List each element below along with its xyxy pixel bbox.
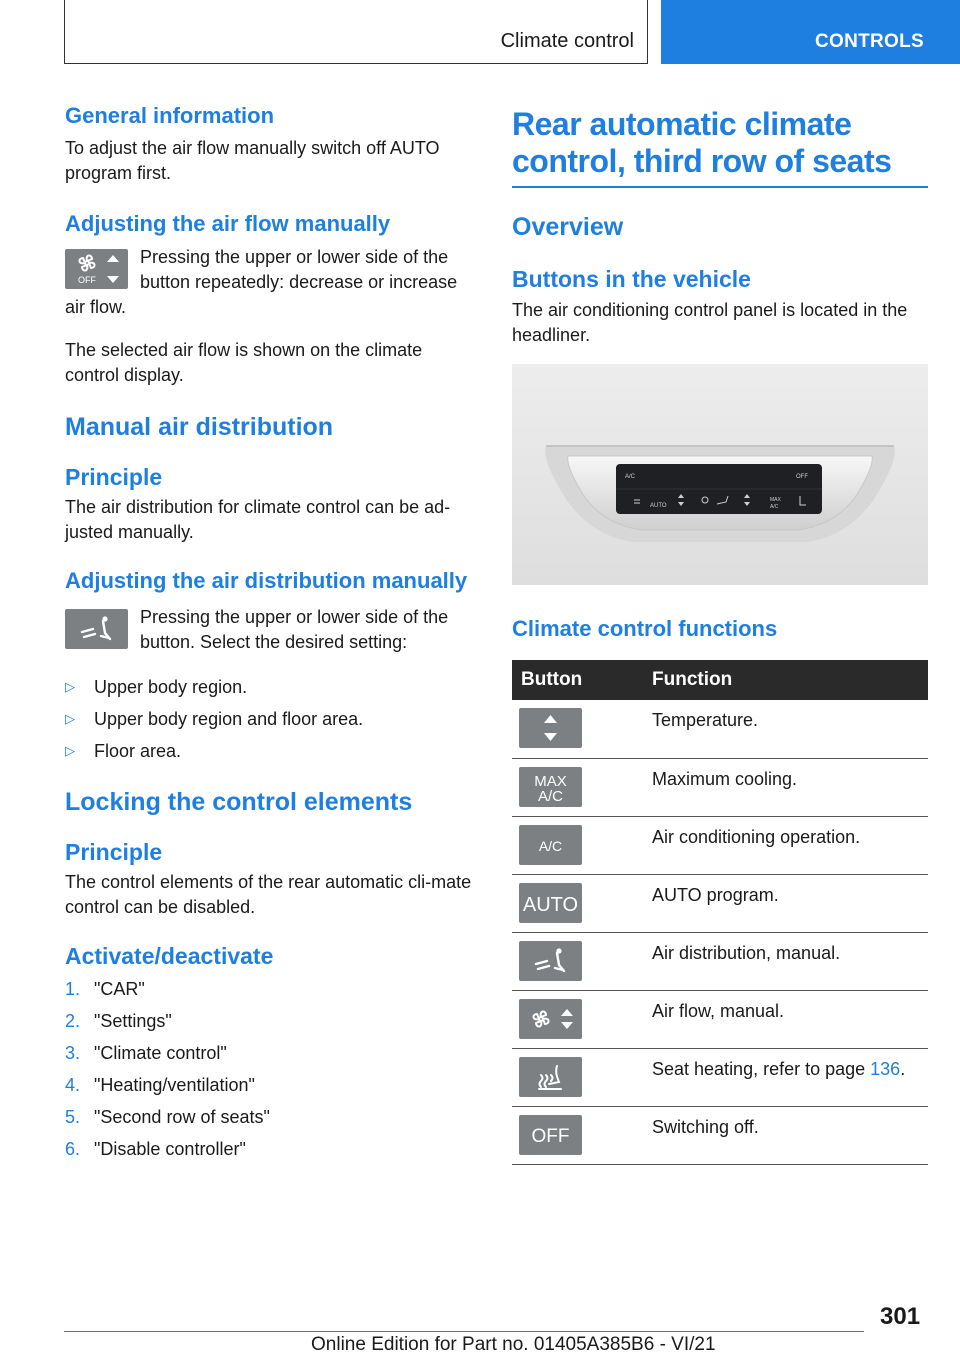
svg-text:OFF: OFF	[531, 1125, 570, 1147]
activate-steps-list	[65, 973, 477, 1165]
airflow-paragraph	[65, 245, 477, 320]
triangle-bullet-icon: ▷	[65, 711, 75, 726]
off-icon	[519, 1115, 582, 1155]
function-text: AUTO program.	[643, 874, 928, 932]
activate-heading: Activate/deactivate	[65, 943, 274, 969]
footer-rule	[64, 1331, 864, 1332]
function-text: Seat heating, refer to page 136.	[643, 1048, 928, 1106]
function-text: Maximum cooling.	[643, 758, 928, 816]
page-title: Rear automatic climate control, third row of seats	[512, 106, 892, 179]
column-header-function: Function	[643, 660, 928, 700]
list-item: 4. "Heating/ventilation"	[65, 1074, 255, 1095]
adjust-distribution-heading: Adjusting the air distribution manually	[65, 568, 468, 593]
seat-heating-icon	[519, 1057, 582, 1097]
auto-icon	[519, 883, 582, 923]
function-text: Temperature.	[643, 700, 928, 758]
buttons-text: The air conditioning control panel is located in the headliner.	[512, 299, 908, 345]
left-column	[65, 100, 477, 1165]
table-row	[512, 990, 928, 1048]
table-row	[512, 758, 928, 816]
page-link[interactable]: 136	[870, 1058, 901, 1079]
svg-text:OFF: OFF	[796, 473, 808, 480]
ac-icon	[519, 825, 582, 865]
svg-text:AUTO: AUTO	[650, 502, 667, 509]
functions-table	[512, 660, 928, 1165]
svg-text:A/C: A/C	[538, 837, 563, 854]
svg-text:A/C: A/C	[625, 473, 636, 480]
principle2-text: The control elements of the rear automatic cli‐mate control can be disabled.	[65, 872, 472, 917]
svg-text:AUTO: AUTO	[522, 893, 579, 916]
svg-text:OFF: OFF	[78, 275, 96, 285]
general-info-text: To adjust the air flow manually switch off AUTO program first.	[65, 137, 440, 183]
headliner-panel-photo	[512, 364, 928, 585]
table-row	[512, 874, 928, 932]
principle-text: The air distribution for climate control can be ad‐justed manually.	[65, 497, 451, 542]
table-row	[512, 816, 928, 874]
function-text: Air flow, manual.	[643, 990, 928, 1048]
header-section-box	[64, 0, 648, 64]
svg-text:A/C: A/C	[537, 787, 564, 805]
header-chapter-tab	[661, 0, 960, 64]
list-item: 1. "CAR"	[65, 978, 145, 999]
functions-heading: Climate control functions	[512, 615, 778, 641]
table-row	[512, 700, 928, 758]
page-number: 301	[880, 1303, 921, 1330]
right-column	[512, 100, 928, 1165]
table-row	[512, 1106, 928, 1164]
svg-text:A/C: A/C	[770, 503, 779, 510]
list-item: 3. "Climate control"	[65, 1042, 227, 1063]
list-item: ▷ Upper body region.	[65, 671, 477, 703]
distribution-settings-list	[65, 671, 477, 767]
svg-text:MAX: MAX	[770, 496, 781, 503]
function-text: Air distribution, manual.	[643, 932, 928, 990]
function-text: Switching off.	[643, 1106, 928, 1164]
buttons-heading: Buttons in the vehicle	[512, 265, 751, 292]
max-ac-icon	[519, 767, 582, 807]
table-header-row	[512, 660, 928, 700]
airflow-display-text: The selected air flow is shown on the climate control display.	[65, 340, 423, 385]
table-row	[512, 932, 928, 990]
triangle-bullet-icon: ▷	[65, 743, 75, 758]
adjust-paragraph	[65, 605, 477, 655]
title-rule	[512, 186, 928, 188]
column-header-button: Button	[512, 660, 643, 700]
manual-distribution-heading: Manual air distribution	[65, 413, 334, 441]
air-distribution-icon	[65, 609, 128, 649]
air-distribution-icon	[519, 941, 582, 981]
function-text: Air conditioning operation.	[643, 816, 928, 874]
list-item: 5. "Second row of seats"	[65, 1106, 270, 1127]
temperature-icon	[519, 708, 582, 748]
list-item: 2. "Settings"	[65, 1010, 172, 1031]
list-item: ▷ Upper body region and floor area.	[65, 703, 477, 735]
air-flow-icon	[519, 999, 582, 1039]
airflow-heading: Adjusting the air flow manually	[65, 210, 391, 236]
adjust-text: Pressing the upper or lower side of the button. Select the desired setting:	[140, 607, 449, 652]
air-flow-off-icon	[65, 249, 128, 289]
svg-text:MAX: MAX	[534, 772, 567, 790]
principle2-heading: Principle	[65, 839, 163, 866]
locking-heading: Locking the control elements	[65, 788, 413, 816]
footer-edition: Online Edition for Part no. 01405A385B6 - VI/21	[311, 1334, 716, 1355]
airflow-text: Pressing the upper or lower side of the button repeatedly: decrease or increase air flow.	[65, 247, 458, 317]
table-row	[512, 1048, 928, 1106]
header-section-title: Climate control	[500, 30, 634, 52]
header-chapter-title: CONTROLS	[815, 31, 925, 52]
overview-heading: Overview	[512, 212, 624, 241]
general-info-heading: General information	[65, 103, 275, 128]
triangle-bullet-icon: ▷	[65, 679, 75, 694]
list-item: ▷ Floor area.	[65, 735, 477, 767]
principle-heading: Principle	[65, 464, 163, 491]
list-item: 6. "Disable controller"	[65, 1138, 246, 1159]
